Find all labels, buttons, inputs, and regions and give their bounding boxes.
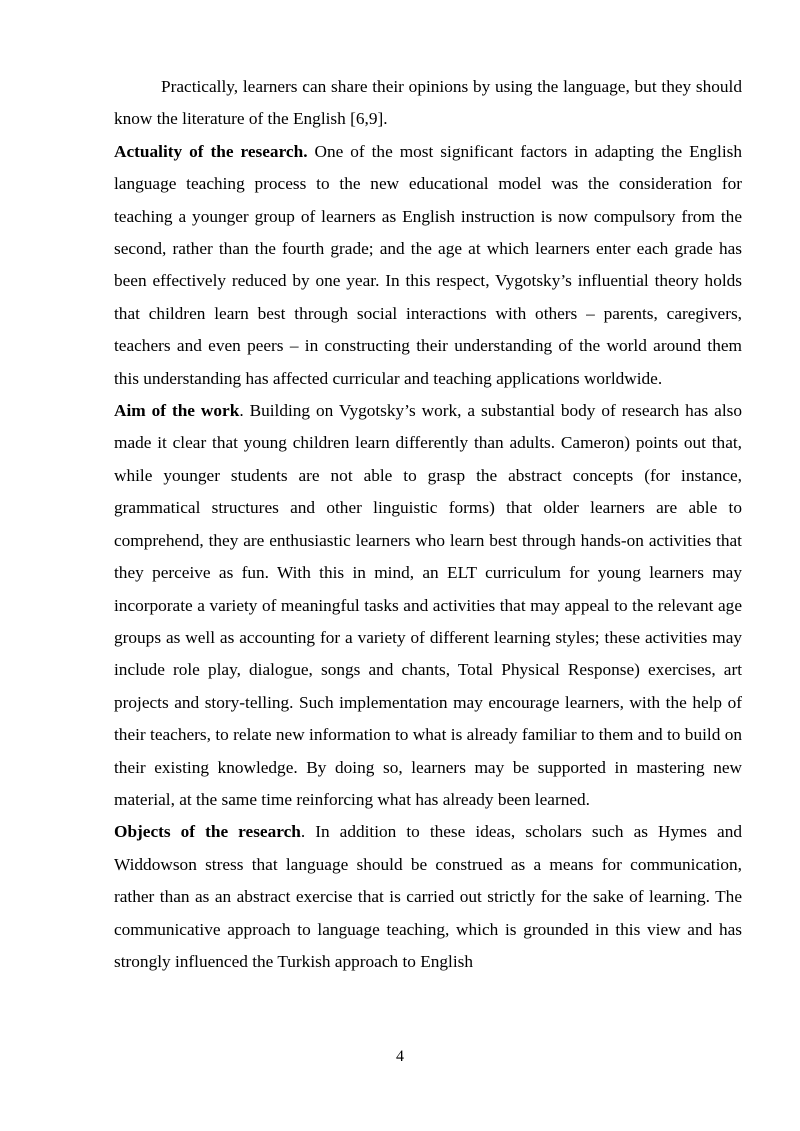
heading-actuality: Actuality of the research. <box>114 141 308 161</box>
paragraph-aim <box>114 395 742 816</box>
paragraph-actuality <box>114 136 742 395</box>
body-text <box>114 71 742 978</box>
paragraph-objects-text: . In addition to these ideas, scholars such as Hymes and Widdowson stress that language should be construed as a means for communication, rather than as an abstract exercise that is carried out strictly for the sake of learning. The communicative approach to language teaching, which is grounded in this view and has strongly influenced the Turkish approach to English <box>114 822 742 971</box>
paragraph-intro-text: Practically, learners can share their opinions by using the language, but they should know the literature of the English [6,9]. <box>114 77 742 129</box>
heading-objects: Objects of the research <box>114 822 301 842</box>
heading-aim: Aim of the work <box>114 401 240 421</box>
paragraph-objects <box>114 816 742 978</box>
paragraph-actuality-text: One of the most significant factors in adapting the English language teaching process to the new educational model was the consideration for teaching a younger group of learners as English instruction is now compulsory from the second, rather than the fourth grade; and the age at which learners enter each grade has been effectively reduced by one year. In this respect, Vygotsky’s influential theory holds that children learn best through social interactions with others – parents, caregivers, teachers and even peers – in constructing their understanding of the world around them this understanding has affected curricular and teaching applications worldwide. <box>114 141 742 388</box>
paragraph-aim-text: . Building on Vygotsky’s work, a substantial body of research has also made it clear that young children learn differently than adults. Cameron) points out that, while younger students are not able to grasp the abstract concepts (for instance, grammatical structures and other linguistic forms) that older learners are able to comprehend, they are enthusiastic learners who learn best through hands-on activities that they perceive as fun. With this in mind, an ELT curriculum for young learners may incorporate a variety of meaningful tasks and activities that may appeal to the relevant age groups as well as accounting for a variety of different learning styles; these activities may include role play, dialogue, songs and chants, Total Physical Response) exercises, art projects and story-telling. Such implementation may encourage learners, with the help of their teachers, to relate new information to what is already familiar to them and to build on their existing knowledge. By doing so, learners may be supported in mastering new material, at the same time reinforcing what has already been learned. <box>114 401 742 809</box>
paragraph-intro <box>114 71 742 136</box>
page-number: 4 <box>396 1048 404 1065</box>
